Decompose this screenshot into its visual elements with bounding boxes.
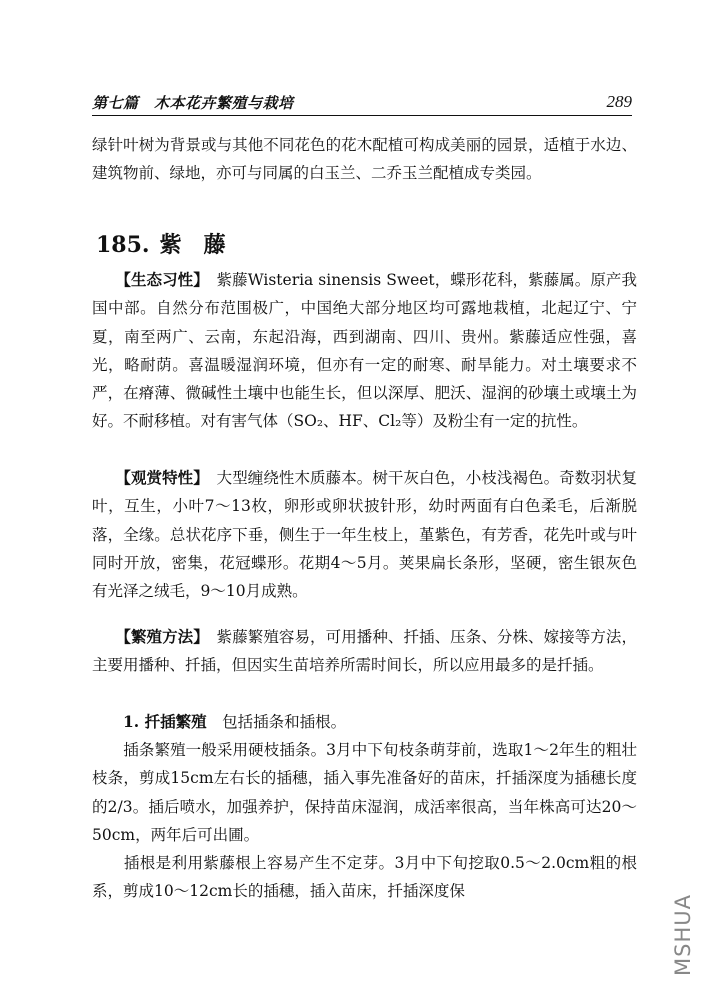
stem-cutting-paragraph — [92, 736, 637, 849]
ornamental-paragraph — [92, 464, 637, 605]
ornamental-label: 【观赏特性】 — [123, 468, 202, 487]
section-heading — [96, 228, 226, 259]
root-cutting-paragraph — [92, 849, 637, 906]
cutting-text: 包括插条和插根。 — [206, 713, 347, 731]
propagation-text: 紫藤繁殖容易，可用播种、扦插、压条、分株、嫁接等方法，主要用播种、扦插，但因实生苗培养所需时间长，所以应用最多的是扦插。 — [92, 628, 637, 675]
ecology-text: 紫藤Wisteria sinensis Sweet，蝶形花科，紫藤属。原产我国中部。自然分布范围极广，中国绝大部分地区均可露地栽植，北起辽宁、宁夏，南至两广、云南，东起沿海，西到湖南、四川、贵州。紫藤适应性强，喜光，略耐荫。喜温暖湿润环境，但亦有一定的耐寒、耐旱能力。对土壤要求不严，在瘠薄、微碱性土壤中也能生长，但以深厚、肥沃、湿润的砂壤土或壤土为好。不耐移植。对有害气体（SO₂、HF、Cl₂等）及粉尘有一定的抗性。 — [92, 271, 637, 431]
stem-cutting-text: 插条繁殖一般采用硬枝插条。3月中下旬枝条萌芽前，选取1～2年生的粗壮枝条，剪成15cm左右长的插穗，插入事先准备好的苗床，扦插深度为插穗长度的2/3。插后喷水，加强养护，保持苗床湿润，成活率很高，当年株高可达20～50cm，两年后可出圃。 — [92, 741, 637, 844]
watermark-stamp: MSHUA — [671, 894, 695, 976]
propagation-paragraph — [92, 623, 637, 680]
cutting-subheading — [92, 708, 637, 736]
running-header — [92, 92, 632, 116]
root-cutting-text: 插根是利用紫藤根上容易产生不定芽。3月中下旬挖取0.5～2.0cm粗的根系，剪成10～12cm长的插穗，插入苗床，扦插深度保 — [92, 854, 637, 901]
header-rule — [92, 115, 632, 116]
propagation-label: 【繁殖方法】 — [123, 627, 202, 646]
section-title: 紫 藤 — [159, 232, 226, 258]
ecology-paragraph — [92, 266, 637, 436]
section-number: 185. — [96, 232, 150, 258]
ecology-label: 【生态习性】 — [123, 270, 202, 289]
chapter-title: 第七篇 木本花卉繁殖与栽培 — [92, 94, 294, 112]
cutting-label: 1. 扦插繁殖 — [123, 712, 207, 731]
intro-paragraph: 绿针叶树为背景或与其他不同花色的花木配植可构成美丽的园景，适植于水边、建筑物前、绿地，亦可与同属的白玉兰、二乔玉兰配植成专类园。 — [92, 136, 637, 183]
ornamental-text: 大型缠绕性木质藤本。树干灰白色，小枝浅褐色。奇数羽状复叶，互生，小叶7～13枚，卵形或卵状披针形，幼时两面有白色柔毛，后渐脱落，全缘。总状花序下垂，侧生于一年生枝上，堇紫色，有芳香，花先叶或与叶同时开放，密集，花冠蝶形。花期4～5月。荚果扁长条形，坚硬，密生银灰色有光泽之绒毛，9～10月成熟。 — [92, 469, 637, 601]
page-number: 289 — [606, 92, 632, 111]
